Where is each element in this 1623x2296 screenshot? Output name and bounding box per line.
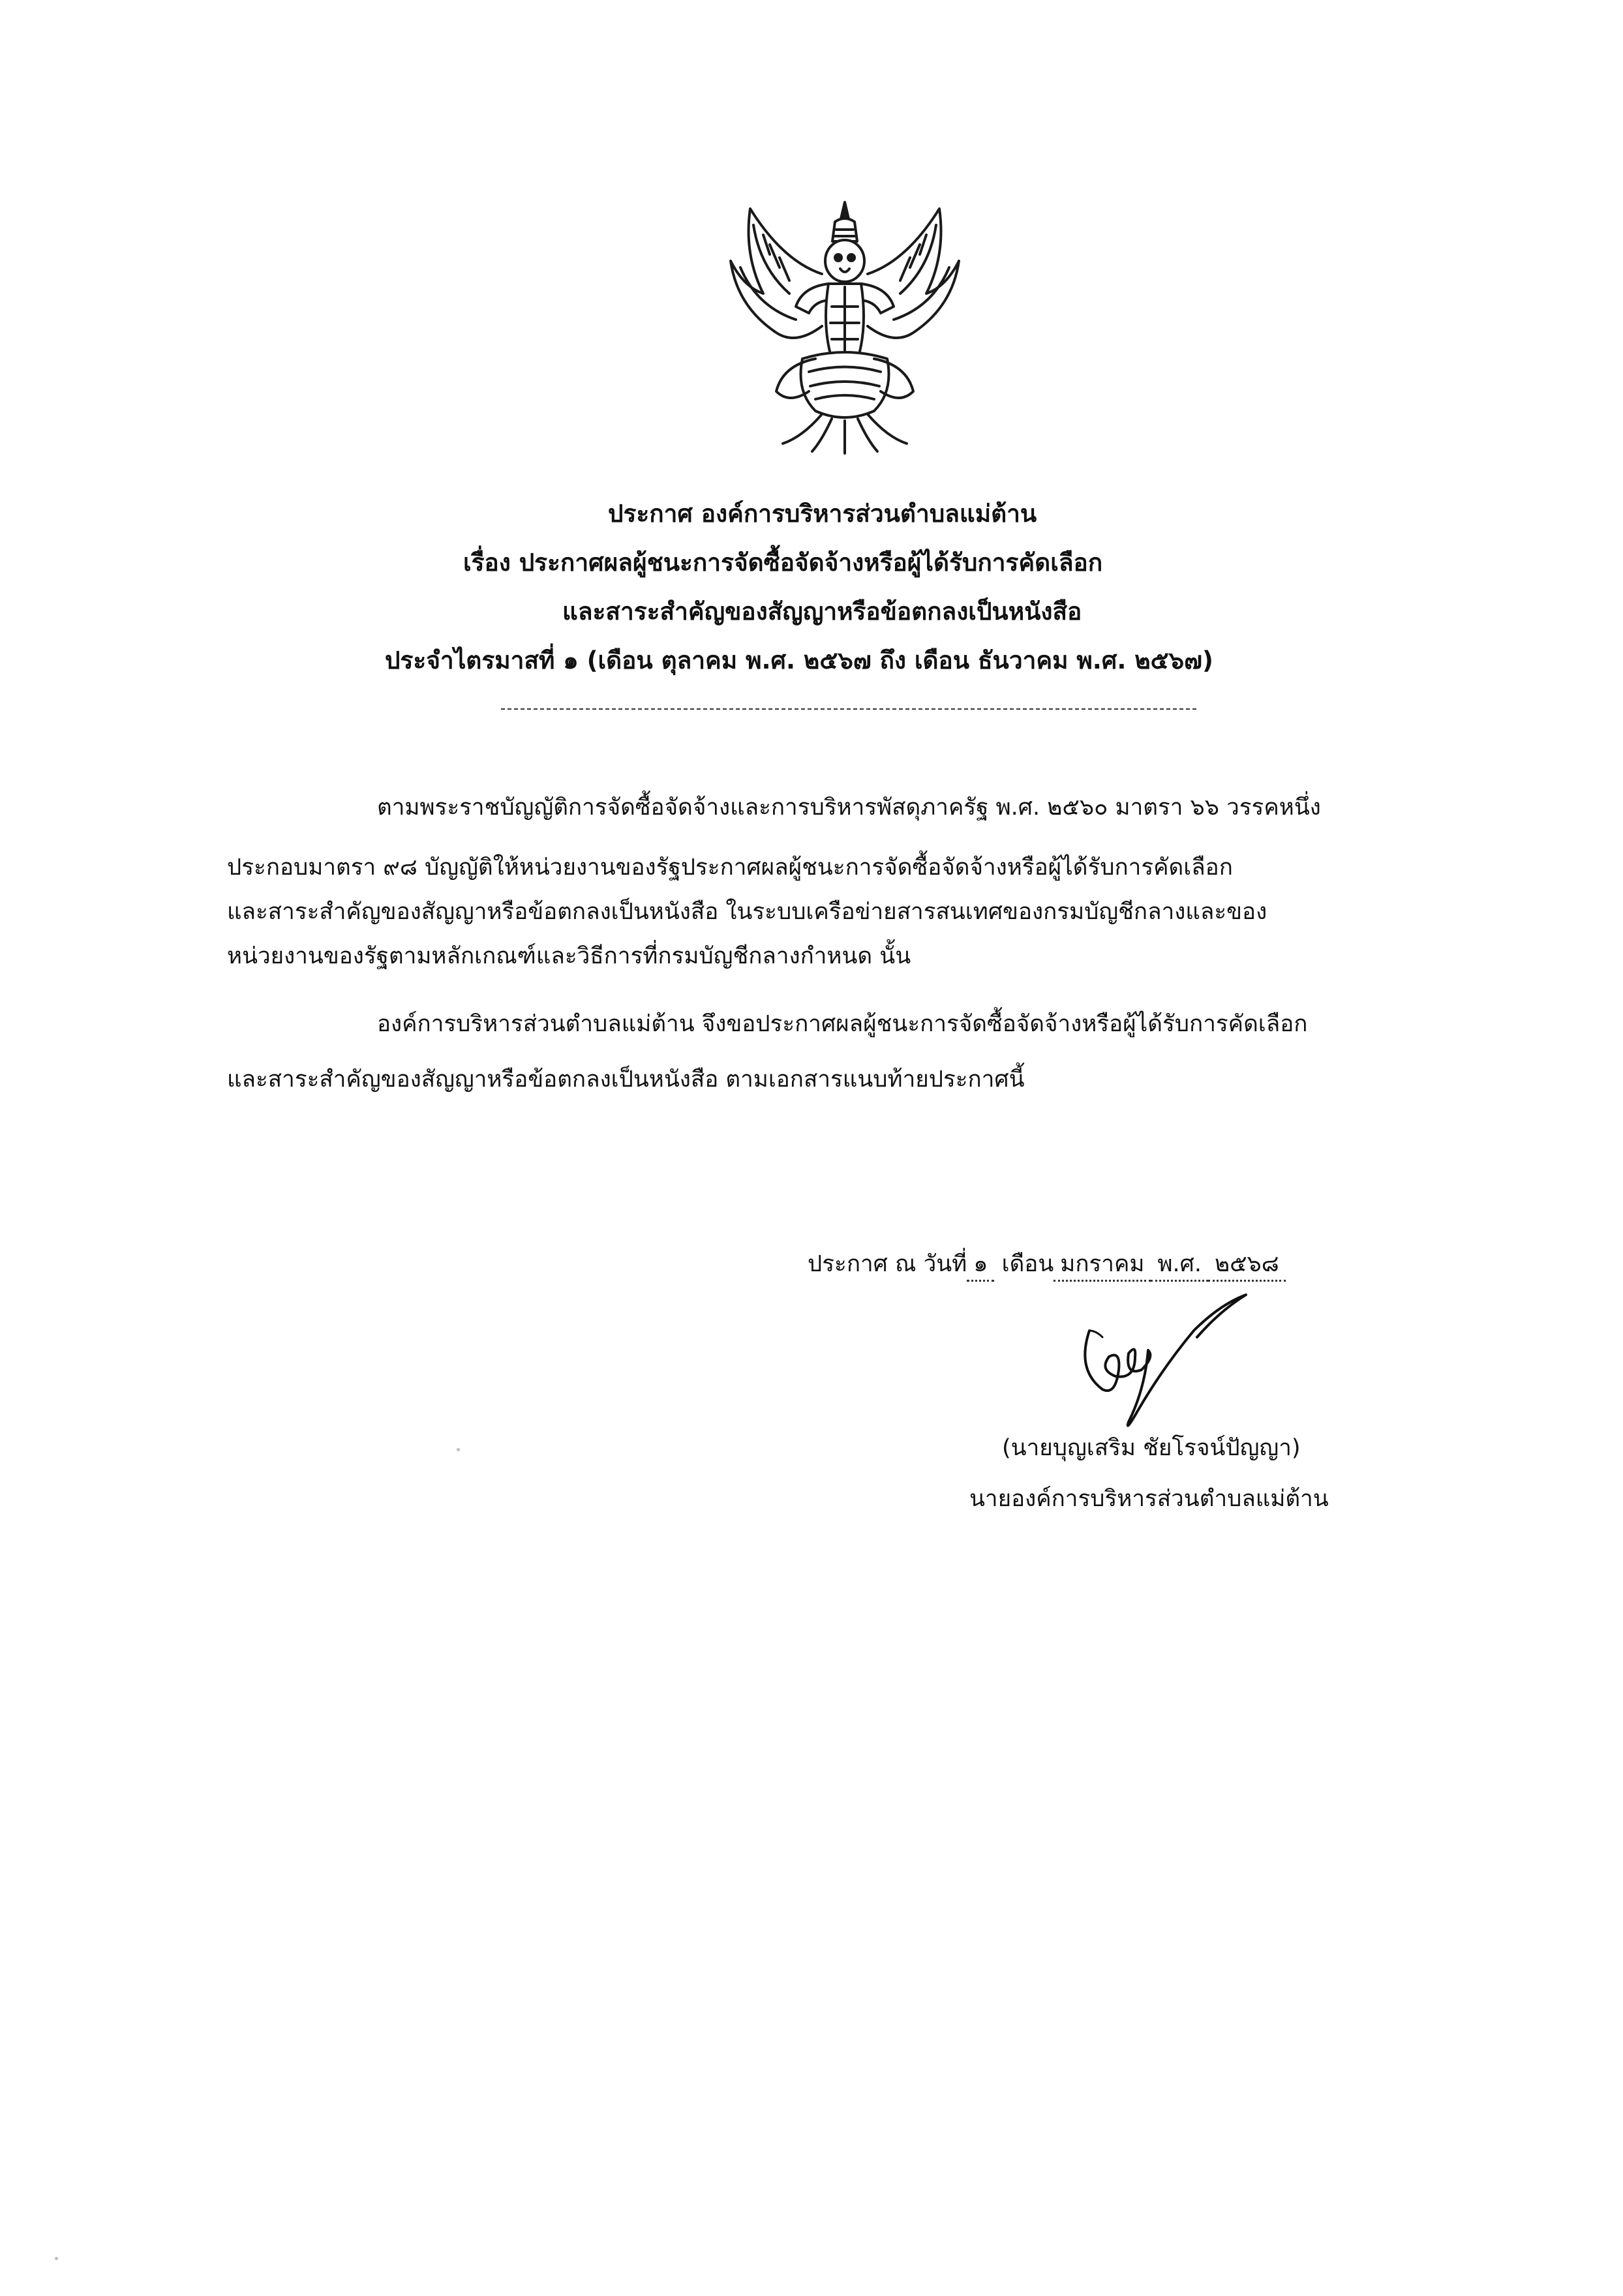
body-para1-line4: หน่วยงานของรัฐตามหลักเกณฑ์และวิธีการที่กรมบัญชีกลางกำหนด นั้น — [227, 943, 911, 969]
body-para2-line2: และสาระสำคัญของสัญญาหรือข้อตกลงเป็นหนังสือ ตามเอกสารแนบท้ายประกาศนี้ — [227, 1066, 1025, 1093]
date-month: มกราคม — [1054, 1248, 1151, 1282]
body-para1-line1: ตามพระราชบัญญัติการจัดซื้อจัดจ้างและการบริหารพัสดุภาครัฐ พ.ศ. ๒๕๖๐ มาตรา ๖๖ วรรคหนึ่ง — [377, 794, 1321, 821]
header-divider — [501, 708, 1196, 710]
date-year: ๒๕๖๘ — [1208, 1248, 1286, 1282]
scan-speck — [55, 2257, 58, 2260]
body-para1-line3: และสาระสำคัญของสัญญาหรือข้อตกลงเป็นหนังสือ ในระบบเครือข่ายสารสนเทศของกรมบัญชีกลางและของ — [227, 899, 1267, 925]
body-para1-line2: ประกอบมาตรา ๙๘ บัญญัติให้หน่วยงานของรัฐประกาศผลผู้ชนะการจัดซื้อจัดจ้างหรือผู้ได้รับการคัดเลือก — [227, 854, 1233, 881]
date-day: ๑ — [967, 1248, 994, 1282]
body-para2-line1: องค์การบริหารส่วนตำบลแม่ต้าน จึงขอประกาศผลผู้ชนะการจัดซื้อจัดจ้างหรือผู้ได้รับการคัดเลือก — [377, 1011, 1308, 1037]
date-prefix: ประกาศ ณ วันที่ — [808, 1251, 967, 1277]
header-subject: เรื่อง ประกาศผลผู้ชนะการจัดซื้อจัดจ้างหรือผู้ได้รับการคัดเลือก — [463, 549, 1103, 577]
header-title: ประกาศ องค์การบริหารส่วนตำบลแม่ต้าน — [608, 500, 1037, 528]
signature-icon — [1063, 1292, 1285, 1442]
header-period: ประจำไตรมาสที่ ๑ (เดือน ตุลาคม พ.ศ. ๒๕๖๗ ถึง เดือน ธันวาคม พ.ศ. ๒๕๖๗) — [385, 646, 1213, 674]
date-year-label: พ.ศ. — [1151, 1248, 1208, 1282]
signer-title: นายองค์การบริหารส่วนตำบลแม่ต้าน — [969, 1486, 1329, 1512]
header-subject-continued: และสาระสำคัญของสัญญาหรือข้อตกลงเป็นหนังสือ — [562, 597, 1082, 626]
scan-speck — [457, 1448, 460, 1451]
date-month-label: เดือน — [1001, 1251, 1054, 1277]
signer-name: (นายบุญเสริม ชัยโรจน์ปัญญา) — [1002, 1435, 1301, 1461]
garuda-emblem-icon — [724, 196, 965, 457]
announcement-date — [808, 1245, 1286, 1284]
